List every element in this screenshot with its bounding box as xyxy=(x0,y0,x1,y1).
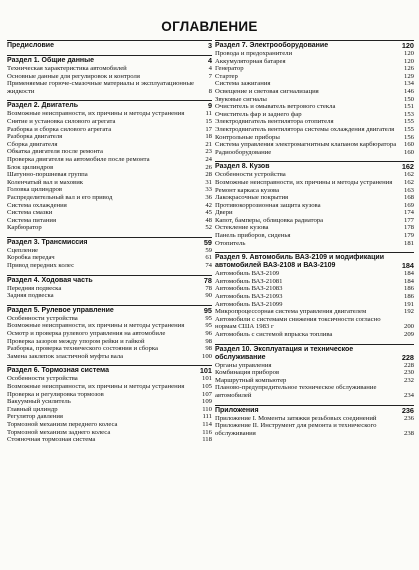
toc-entry-page: 120 xyxy=(403,50,414,57)
toc-entry-title: Стартер xyxy=(215,72,238,80)
toc-entry-page: 177 xyxy=(403,216,414,224)
toc-entry-title: Замена заклепок эластичной муфты вала xyxy=(7,352,124,360)
toc-entry[interactable] xyxy=(215,384,414,399)
toc-entry[interactable] xyxy=(215,58,414,66)
toc-entry-title: Разборка двигателя xyxy=(7,133,63,141)
toc-entry[interactable] xyxy=(215,149,414,157)
toc-entry[interactable] xyxy=(7,421,212,429)
toc-entry-title: Комбинация приборов xyxy=(215,369,280,377)
toc-entry[interactable] xyxy=(215,80,414,88)
toc-entry[interactable] xyxy=(215,134,414,142)
toc-entry-title: Автомобиль ВАЗ-21093 xyxy=(215,293,283,301)
toc-entry[interactable] xyxy=(215,103,414,111)
toc-entry-title: Распределительный вал и его привод xyxy=(7,193,113,201)
toc-entry-title: Приложение I. Моменты затяжки резьбовых соединений xyxy=(215,414,377,422)
toc-section-heading-title: Раздел 10. Эксплуатация и техническое обслуживание xyxy=(215,345,354,361)
toc-entry[interactable] xyxy=(215,232,414,240)
toc-entry-title: Главный цилиндр xyxy=(7,405,58,413)
toc-entry-page: 178 xyxy=(403,224,414,232)
toc-entry[interactable] xyxy=(7,217,212,225)
toc-section-heading[interactable] xyxy=(215,162,414,171)
toc-entry[interactable] xyxy=(215,209,414,217)
toc-entry-page: 238 xyxy=(403,429,414,437)
toc-entry-page: 155 xyxy=(403,125,414,133)
toc-entry-title: Задняя подвеска xyxy=(7,292,54,300)
toc-entry-title: Микропроцессорная система управления двигателем xyxy=(215,308,367,316)
toc-entry-page: 100 xyxy=(201,352,212,360)
toc-entry-page: 232 xyxy=(403,376,414,384)
toc-entry-title: Вакуумный усилитель xyxy=(7,398,71,406)
toc-entry-page: 179 xyxy=(403,232,414,240)
toc-entry[interactable] xyxy=(7,202,212,210)
toc-entry[interactable] xyxy=(7,247,212,255)
toc-entry-title: Автомобиль ВАЗ-21083 xyxy=(215,285,283,293)
toc-entry-title: Возможные неисправности, их причины и методы устранения xyxy=(215,178,393,186)
toc-section-heading[interactable] xyxy=(7,238,212,247)
toc-entry-title: Лакокрасочные покрытия xyxy=(215,194,289,202)
toc-entry-page: 18 xyxy=(205,133,212,141)
toc-entry-page: 162 xyxy=(403,171,414,179)
toc-entry[interactable] xyxy=(7,345,212,353)
toc-entry[interactable] xyxy=(7,186,212,194)
toc-entry-title: Тормозной механизм переднего колеса xyxy=(7,420,118,428)
toc-entry-page: 24 xyxy=(205,155,212,163)
toc-entry-page: 11 xyxy=(205,110,212,118)
toc-section-heading[interactable] xyxy=(215,345,414,362)
toc-entry-title: Двери xyxy=(215,209,233,217)
toc-entry-page: 15 xyxy=(205,117,212,125)
toc-entry[interactable] xyxy=(7,141,212,149)
toc-entry[interactable] xyxy=(7,338,212,346)
toc-entry-title: Автомобиль ВАЗ-2109 xyxy=(215,270,280,278)
toc-entry[interactable] xyxy=(215,415,414,423)
toc-entry-title: Автомобили с системами снижения токсичности согласно нормам США 1983 г xyxy=(215,315,381,331)
toc-entry-title: Сборка двигателя xyxy=(7,140,58,148)
toc-entry-title: Возможные неисправности, их причины и методы устранения xyxy=(7,383,185,390)
toc-entry[interactable] xyxy=(215,96,414,104)
toc-entry[interactable] xyxy=(7,164,212,172)
toc-section xyxy=(215,405,414,438)
toc-entry[interactable] xyxy=(7,406,212,414)
toc-entry-page: 59 xyxy=(205,246,212,254)
toc-entry-page: 42 xyxy=(205,201,212,209)
toc-section-heading-title: Раздел 2. Двигатель xyxy=(7,102,79,110)
toc-entry-title: Система управления электромагнитным клапаном карбюратора xyxy=(215,141,397,149)
toc-entry[interactable] xyxy=(215,118,414,126)
toc-entry-title: Шатунно-поршневая группа xyxy=(7,171,88,179)
toc-entry[interactable] xyxy=(7,292,212,300)
toc-section-heading-page: 9 xyxy=(207,101,212,111)
toc-entry-page: 90 xyxy=(205,292,212,300)
toc-entry-title: Система охлаждения xyxy=(7,201,67,209)
toc-entry-page: 23 xyxy=(205,148,212,156)
toc-entry-title: Панель приборов, сиденья xyxy=(215,232,291,240)
toc-entry-title: Коробка передач xyxy=(7,254,55,262)
toc-entry-title: Передняя подвеска xyxy=(7,284,62,292)
toc-entry-page: 98 xyxy=(205,337,212,345)
toc-entry[interactable] xyxy=(215,111,414,119)
toc-entry-title: Стояночная тормозная система xyxy=(7,436,96,444)
toc-section-heading[interactable] xyxy=(7,276,212,285)
toc-entry-page: 160 xyxy=(403,148,414,156)
toc-entry-title: Возможные неисправности, их причины и методы устранения xyxy=(7,322,185,330)
toc-entry-page: 4 xyxy=(208,65,212,72)
toc-entry-title: Блок цилиндров xyxy=(7,163,54,171)
toc-entry-page: 28 xyxy=(205,171,212,179)
toc-entry-page: 17 xyxy=(205,125,212,133)
toc-section-heading-title: Предисловие xyxy=(7,42,54,49)
toc-entry[interactable] xyxy=(215,278,414,286)
toc-entry-title: Проверка зазоров между упором рейки и гайкой xyxy=(7,337,145,345)
toc-entry-page: 186 xyxy=(403,293,414,301)
toc-entry-page: 184 xyxy=(403,277,414,285)
toc-section-heading-page: 3 xyxy=(207,41,212,50)
toc-section-heading[interactable] xyxy=(7,101,212,110)
toc-entry-title: Применяемые горюче-смазочные материалы и эксплуатационные жидкости xyxy=(7,80,195,95)
toc-entry-page: 168 xyxy=(403,194,414,202)
toc-entry-title: Снятие и установка силового агрегата xyxy=(7,117,116,125)
toc-entry-title: Автомобиль ВАЗ-21099 xyxy=(215,300,283,308)
toc-entry-page: 95 xyxy=(205,322,212,330)
toc-entry-title: Регулятор давления xyxy=(7,413,63,421)
toc-section-heading[interactable] xyxy=(215,406,414,415)
toc-entry-page: 234 xyxy=(403,391,414,399)
toc-entry-page: 98 xyxy=(205,345,212,353)
toc-entry-page: 126 xyxy=(403,65,414,73)
toc-section-heading[interactable] xyxy=(215,41,414,50)
toc-section-heading-page: 236 xyxy=(401,405,414,415)
toc-section-heading-page: 162 xyxy=(401,162,414,172)
toc-entry-title: Звуковые сигналы xyxy=(215,95,267,103)
toc-entry-page: 111 xyxy=(202,413,212,421)
toc-section xyxy=(215,252,414,338)
toc-section-heading-page: 120 xyxy=(401,41,414,50)
toc-entry-title: Контрольные приборы xyxy=(215,133,280,141)
toc-entry-page: 101 xyxy=(201,375,212,383)
toc-entry[interactable] xyxy=(215,301,414,309)
toc-entry-page: 26 xyxy=(205,163,212,171)
toc-entry-title: Отопитель xyxy=(215,239,246,247)
toc-entry-title: Коленчатый вал и маховик xyxy=(7,178,84,186)
toc-entry-page: 236 xyxy=(403,414,414,422)
toc-section xyxy=(7,305,212,361)
toc-entry-page: 160 xyxy=(403,141,414,149)
toc-entry-title: Осмотр и проверка рулевого управления на автомобиле xyxy=(7,330,166,338)
toc-entry-title: Особенности устройства xyxy=(7,314,78,322)
toc-section-heading-title: Приложения xyxy=(215,406,259,414)
toc-entry[interactable] xyxy=(215,126,414,134)
toc-entry-page: 61 xyxy=(205,254,212,262)
toc-entry[interactable] xyxy=(7,322,212,330)
toc-entry-page: 191 xyxy=(403,300,414,308)
toc-entry-title: Карбюратор xyxy=(7,224,42,232)
toc-entry-page: 105 xyxy=(201,383,212,390)
toc-entry-title: Система питания xyxy=(7,216,57,224)
toc-entry-page: 192 xyxy=(403,308,414,316)
toc-entry-page: 8 xyxy=(208,87,212,95)
toc-entry-page: 155 xyxy=(403,118,414,126)
toc-entry-title: Аккумуляторная батарея xyxy=(215,57,286,65)
toc-entry-title: Освещение и световая сигнализация xyxy=(215,87,319,95)
toc-entry[interactable] xyxy=(7,375,212,383)
toc-entry-title: Система смазки xyxy=(7,209,53,217)
toc-section xyxy=(215,344,414,400)
toc-section-heading-page: 95 xyxy=(203,305,212,315)
toc-section-heading[interactable] xyxy=(215,253,414,270)
toc-section-heading-title: Раздел 5. Рулевое управление xyxy=(7,306,114,314)
toc-entry[interactable] xyxy=(7,413,212,421)
toc-section-heading-page: 184 xyxy=(401,261,414,271)
toc-entry-title: Очиститель фар и заднего фар xyxy=(215,110,302,118)
toc-entry-title: Разборка и сборка силового агрегата xyxy=(7,125,112,133)
toc-entry[interactable] xyxy=(7,179,212,187)
toc-entry-title: Головка цилиндров xyxy=(7,186,63,194)
toc-section-heading-page: 4 xyxy=(207,56,212,65)
toc-entry[interactable] xyxy=(215,179,414,187)
toc-entry-page: 78 xyxy=(205,284,212,292)
toc-section-heading-title: Раздел 4. Ходовая часть xyxy=(7,276,93,284)
toc-entry-page: 153 xyxy=(403,110,414,118)
toc-entry-title: Автомобиль ВАЗ-21081 xyxy=(215,277,283,285)
toc-entry-page: 150 xyxy=(403,95,414,103)
toc-section xyxy=(7,365,212,443)
toc-section xyxy=(215,161,414,247)
toc-entry-page: 96 xyxy=(205,330,212,338)
toc-entry-page: 74 xyxy=(205,262,212,270)
toc-entry[interactable] xyxy=(215,88,414,96)
toc-entry[interactable] xyxy=(215,308,414,316)
toc-entry-page: 230 xyxy=(403,369,414,377)
toc-entry[interactable] xyxy=(7,171,212,179)
toc-entry-page: 162 xyxy=(403,178,414,186)
toc-entry-title: Маршрутный компьютер xyxy=(215,376,287,384)
toc-section-heading-page: 78 xyxy=(203,275,212,285)
toc-entry[interactable] xyxy=(215,362,414,370)
toc-entry[interactable] xyxy=(7,80,212,95)
toc-entry-title: Приложение II. Инструмент для ремонта и технического обслуживания xyxy=(215,422,377,437)
toc-entry-page: 163 xyxy=(403,186,414,194)
toc-entry[interactable] xyxy=(7,315,212,323)
toc-entry-title: Радиооборудование xyxy=(215,148,272,156)
toc-entry-page: 48 xyxy=(205,216,212,224)
toc-entry-title: Особенности устройства xyxy=(215,171,286,179)
toc-entry-title: Электродвигатель вентилятора отопителя xyxy=(215,118,334,126)
toc-section-heading-title: Раздел 9. Автомобиль ВАЗ-2109 и модификации автомобилей ВАЗ-2108 и ВАЗ-2109 xyxy=(215,254,385,270)
toc-entry[interactable] xyxy=(7,429,212,437)
toc-entry-page: 7 xyxy=(208,72,212,80)
toc-section-heading-title: Раздел 8. Кузов xyxy=(215,163,270,171)
toc-entry-page: 109 xyxy=(201,398,212,406)
toc-entry[interactable] xyxy=(215,141,414,149)
toc-entry-title: Проверка и регулировка тормозов xyxy=(7,390,104,398)
toc-section-heading-title: Раздел 7. Электрооборудование xyxy=(215,42,329,49)
toc-entry[interactable] xyxy=(7,194,212,202)
toc-entry-title: Привод передних колес xyxy=(7,262,75,270)
toc-section-heading-page: 101 xyxy=(199,366,212,376)
toc-entry[interactable] xyxy=(215,73,414,81)
toc-entry-page: 116 xyxy=(202,428,212,436)
toc-entry[interactable] xyxy=(215,65,414,73)
toc-left-column xyxy=(7,40,212,449)
toc-entry[interactable] xyxy=(7,65,212,73)
toc-entry-page: 107 xyxy=(201,390,212,398)
toc-entry-page: 228 xyxy=(403,361,414,369)
toc-section xyxy=(215,40,414,156)
toc-entry[interactable] xyxy=(7,353,212,361)
toc-section-heading-title: Раздел 1. Общие данные xyxy=(7,57,95,64)
toc-entry-page: 151 xyxy=(403,103,414,111)
toc-entry[interactable] xyxy=(7,285,212,293)
toc-entry-page: 114 xyxy=(202,420,212,428)
toc-entry-page: 169 xyxy=(403,201,414,209)
toc-entry-page: 21 xyxy=(205,140,212,148)
toc-entry-page: 31 xyxy=(205,178,212,186)
toc-right-column xyxy=(215,40,414,442)
toc-entry[interactable] xyxy=(215,202,414,210)
toc-section xyxy=(7,100,212,232)
toc-entry[interactable] xyxy=(7,436,212,444)
toc-section-heading[interactable] xyxy=(7,56,212,65)
toc-entry[interactable] xyxy=(7,118,212,126)
toc-entry-page: 120 xyxy=(403,57,414,65)
toc-entry[interactable] xyxy=(215,50,414,58)
toc-entry-title: Обкатка двигателя после ремонта xyxy=(7,148,104,156)
toc-section xyxy=(7,237,212,270)
toc-entry-title: Капот, бамперы, облицовка радиатора xyxy=(215,216,324,224)
toc-section xyxy=(7,40,212,50)
toc-entry[interactable] xyxy=(7,262,212,270)
toc-entry[interactable] xyxy=(7,330,212,338)
toc-entry[interactable] xyxy=(215,285,414,293)
toc-entry-title: Разборка, проверка технического состояния и сборка xyxy=(7,345,158,353)
toc-entry[interactable] xyxy=(215,187,414,195)
toc-section xyxy=(7,55,212,95)
toc-entry-page: 174 xyxy=(403,209,414,217)
toc-entry-page: 209 xyxy=(403,331,414,338)
toc-entry-title: Тормозной механизм заднего колеса xyxy=(7,428,111,436)
toc-section-heading[interactable] xyxy=(7,366,212,375)
toc-entry[interactable] xyxy=(215,316,414,331)
toc-section-heading[interactable] xyxy=(7,41,212,50)
toc-entry[interactable] xyxy=(7,383,212,391)
toc-entry-title: Основные данные для регулировок и контроля xyxy=(7,72,140,80)
toc-entry[interactable] xyxy=(215,377,414,385)
toc-entry-title: Проверка двигателя на автомобиле после ремонта xyxy=(7,155,150,163)
toc-entry-page: 200 xyxy=(403,323,414,331)
toc-entry-page: 181 xyxy=(403,239,414,247)
toc-entry-page: 118 xyxy=(202,436,212,444)
toc-section-heading-page: 59 xyxy=(203,237,212,247)
toc-entry-page: 33 xyxy=(205,186,212,194)
toc-entry-title: Очиститель и омыватель ветрового стекла xyxy=(215,103,336,111)
toc-entry[interactable] xyxy=(7,126,212,134)
toc-entry[interactable] xyxy=(215,224,414,232)
toc-entry-page: 45 xyxy=(205,209,212,217)
toc-entry[interactable] xyxy=(7,110,212,118)
toc-entry-page: 156 xyxy=(403,133,414,141)
toc-entry-title: Органы управления xyxy=(215,361,272,369)
toc-entry-page: 52 xyxy=(205,224,212,232)
toc-entry[interactable] xyxy=(7,209,212,217)
toc-entry[interactable] xyxy=(215,171,414,179)
toc-entry[interactable] xyxy=(215,270,414,278)
toc-entry-title: Автомобиль с системой впрыска топлива xyxy=(215,331,333,338)
toc-entry[interactable] xyxy=(7,224,212,232)
toc-section-heading[interactable] xyxy=(7,306,212,315)
toc-entry-page: 95 xyxy=(205,314,212,322)
toc-entry-page: 36 xyxy=(205,193,212,201)
toc-entry-title: Остекление кузова xyxy=(215,224,269,232)
toc-entry-title: Сцепление xyxy=(7,246,39,254)
toc-entry[interactable] xyxy=(7,73,212,81)
toc-entry-title: Система зажигания xyxy=(215,80,271,88)
toc-entry[interactable] xyxy=(215,331,414,339)
toc-entry[interactable] xyxy=(7,156,212,164)
toc-entry[interactable] xyxy=(7,148,212,156)
toc-entry[interactable] xyxy=(215,194,414,202)
toc-entry[interactable] xyxy=(215,240,414,248)
toc-entry-title: Планово-предупредительное техническое обслуживание автомобилей xyxy=(215,384,377,399)
toc-entry[interactable] xyxy=(7,391,212,399)
toc-entry[interactable] xyxy=(215,369,414,377)
toc-section-heading-title: Раздел 6. Тормозная система xyxy=(7,367,110,375)
toc-entry-title: Особенности устройства xyxy=(7,375,78,383)
toc-entry-title: Ремонт каркаса кузова xyxy=(215,186,280,194)
toc-entry-title: Генератор xyxy=(215,65,244,73)
toc-entry-title: Противокоррозионная защита кузова xyxy=(215,201,321,209)
toc-entry-title: Провода и предохранители xyxy=(215,50,293,57)
toc-entry-page: 110 xyxy=(202,405,212,413)
toc-entry-page: 186 xyxy=(403,285,414,293)
toc-entry[interactable] xyxy=(215,217,414,225)
toc-section-heading-title: Раздел 3. Трансмиссия xyxy=(7,238,88,246)
toc-entry[interactable] xyxy=(7,254,212,262)
toc-section xyxy=(7,275,212,300)
toc-entry-title: Электродвигатель вентилятора системы охлаждения двигателя xyxy=(215,125,395,133)
toc-section-heading-page: 228 xyxy=(401,352,414,362)
toc-entry-page: 134 xyxy=(403,80,414,88)
toc-entry[interactable] xyxy=(7,133,212,141)
toc-entry-page: 184 xyxy=(403,270,414,278)
page-title: ОГЛАВЛЕНИЕ xyxy=(161,19,258,34)
toc-entry[interactable] xyxy=(215,422,414,437)
toc-entry-title: Возможные неисправности, их причины и методы устранения xyxy=(7,110,185,118)
toc-entry-title: Техническая характеристика автомобилей xyxy=(7,65,127,72)
toc-entry-page: 146 xyxy=(403,87,414,95)
toc-entry[interactable] xyxy=(215,293,414,301)
toc-entry-page: 129 xyxy=(403,72,414,80)
toc-entry[interactable] xyxy=(7,398,212,406)
